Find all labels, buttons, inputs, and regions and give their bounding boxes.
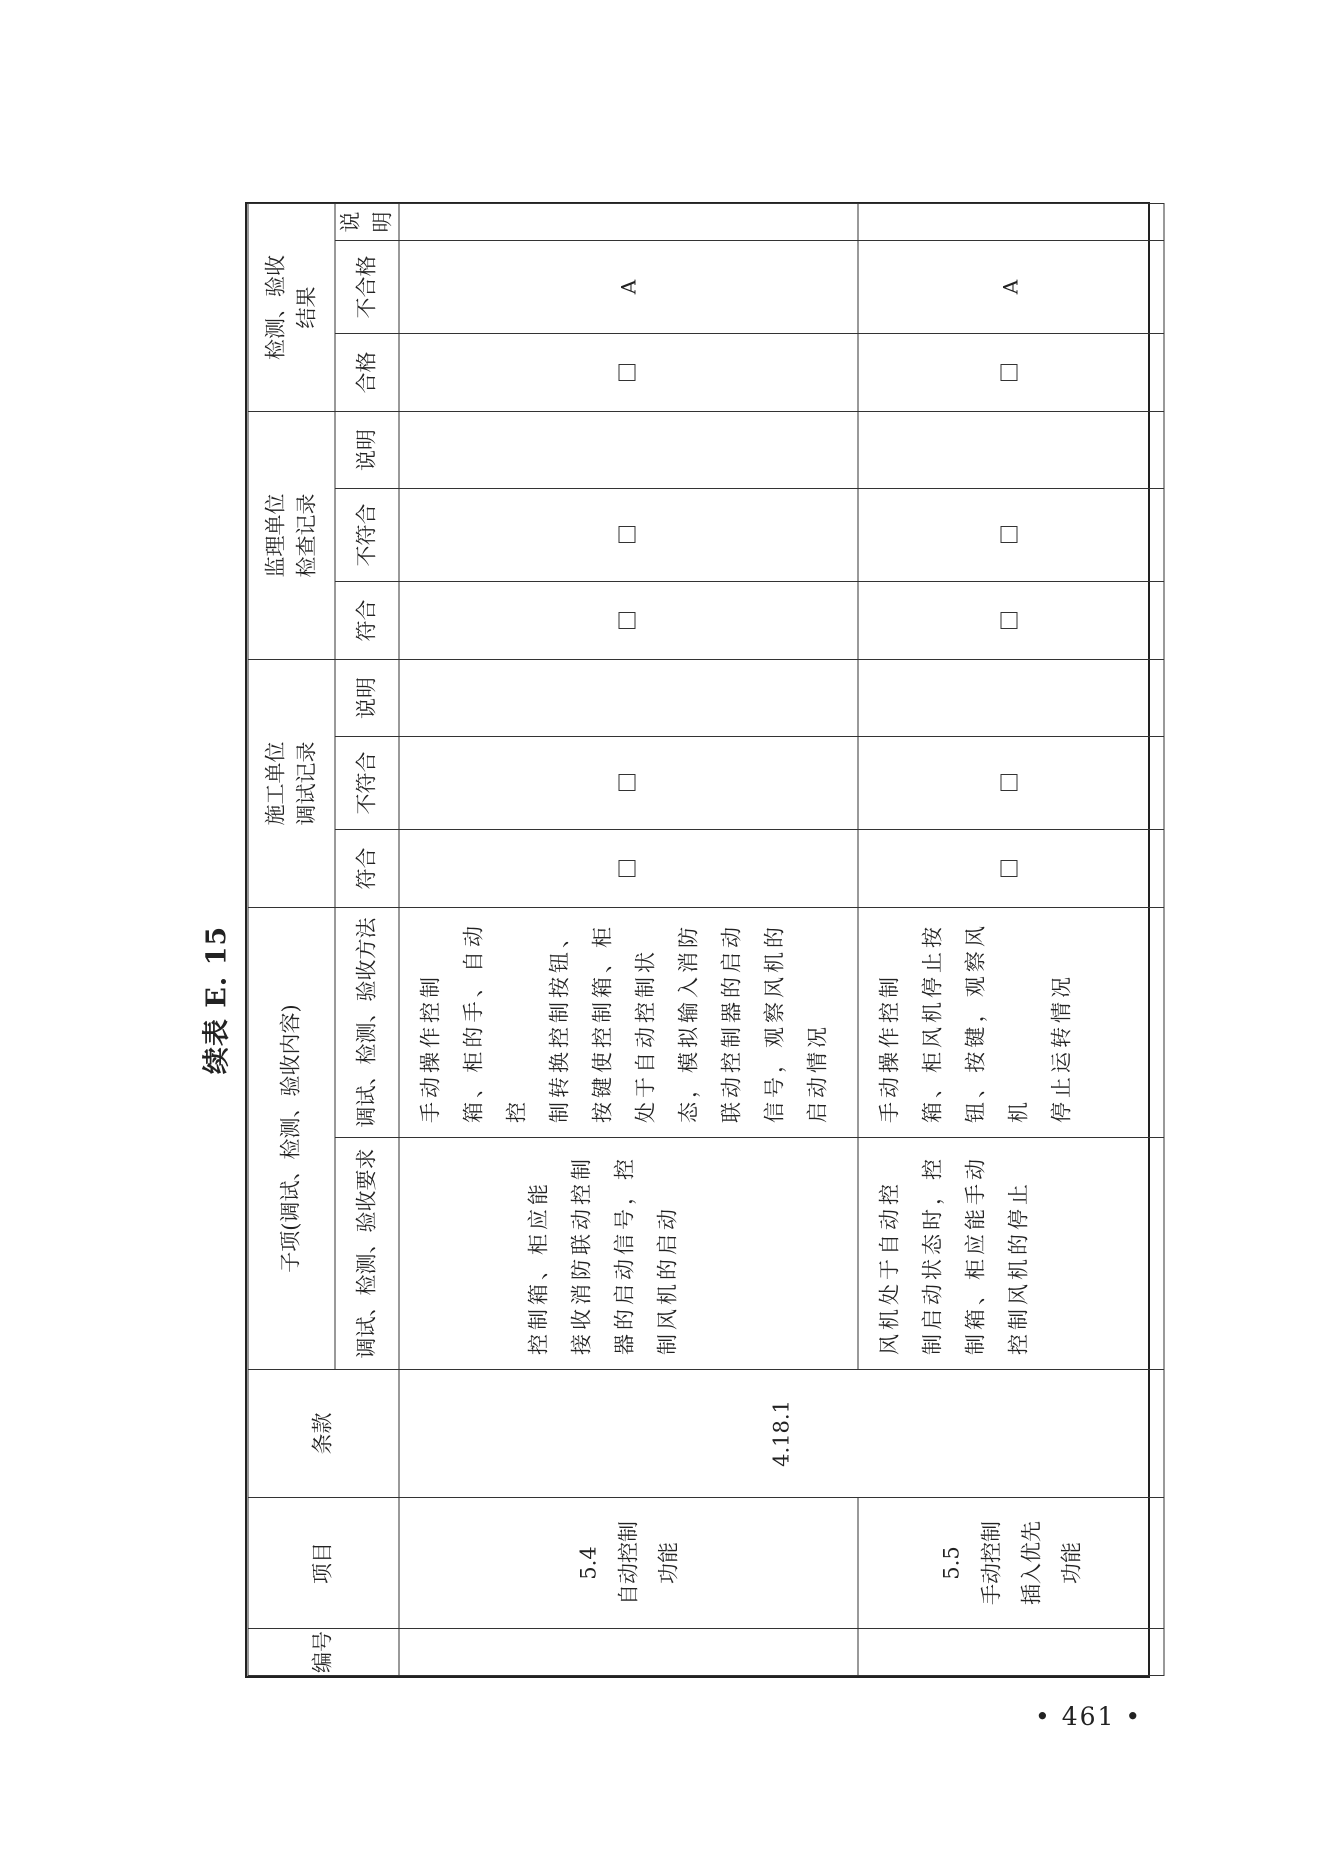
text-line: 态，模拟输入消防 — [676, 923, 700, 1123]
supervision-conform-cell — [399, 581, 858, 659]
unqualified-mark: A — [615, 279, 640, 295]
text-line: 信号，观察风机的 — [762, 923, 786, 1123]
text-line: 启动情况 — [805, 1023, 829, 1123]
row-method — [399, 907, 858, 1137]
checkbox-supervision-conform[interactable] — [1000, 612, 1017, 629]
text-line: 手动操作控制 — [418, 973, 442, 1123]
header-number: 编号 — [248, 1629, 399, 1676]
page-number: • 461 • — [1035, 1702, 1143, 1731]
text-line: 制转换控制按钮、 — [547, 923, 571, 1123]
checkbox-construction-nonconform[interactable] — [1000, 774, 1017, 791]
checkbox-supervision-nonconform[interactable] — [618, 526, 635, 543]
checkbox-construction-nonconform[interactable] — [618, 774, 635, 791]
text-line: 钮、按键，观察风机 — [963, 921, 1030, 1123]
rotated-table-wrapper — [247, 204, 1148, 1676]
text-line: 器的启动信号，控 — [612, 1155, 636, 1355]
header-item: 项目 — [248, 1498, 399, 1629]
construction-conform-cell — [858, 829, 1164, 907]
construction-nonconform-cell — [858, 736, 1164, 829]
result-unqualified-cell — [858, 240, 1164, 333]
row-number — [399, 1629, 858, 1676]
checkbox-supervision-nonconform[interactable] — [1000, 526, 1017, 543]
text-line: 接收消防联动控制 — [569, 1155, 593, 1355]
construction-conform-cell — [399, 829, 858, 907]
table-title: 续表 E. 15 — [201, 925, 233, 1075]
construction-note-cell — [399, 659, 858, 736]
result-qualified-cell — [399, 333, 858, 411]
table-row — [399, 203, 858, 1675]
result-note-cell — [858, 203, 1164, 240]
header-subitem: 子项(调试、检测、验收内容) — [248, 907, 335, 1369]
inspection-table — [247, 203, 1164, 1676]
text-line: 联动控制器的启动 — [719, 923, 743, 1123]
row-number — [858, 1629, 1164, 1676]
header-result-qualified: 合格 — [335, 333, 399, 411]
row-requirements — [858, 1138, 1164, 1370]
checkbox-construction-conform[interactable] — [618, 860, 635, 877]
header-supervision-note: 说明 — [335, 411, 399, 488]
checkbox-result-qualified[interactable] — [618, 364, 635, 381]
checkbox-supervision-conform[interactable] — [618, 612, 635, 629]
row-method — [858, 907, 1164, 1137]
header-construction-nonconform: 不符合 — [335, 736, 399, 829]
supervision-nonconform-cell — [399, 488, 858, 581]
header-method: 调试、检测、验收方法 — [335, 907, 399, 1137]
result-qualified-cell — [858, 333, 1164, 411]
text-line: 箱、柜风机停止按 — [920, 923, 944, 1123]
construction-nonconform-cell — [399, 736, 858, 829]
supervision-note-cell — [858, 411, 1164, 488]
text-line: 制风机的启动 — [655, 1205, 679, 1355]
row-item: 5.4 自动控制 功能 — [399, 1498, 858, 1629]
text-line: 控制箱、柜应能 — [526, 1180, 550, 1355]
header-requirements: 调试、检测、验收要求 — [335, 1138, 399, 1370]
supervision-note-cell — [399, 411, 858, 488]
text-line: 箱、柜的手、自动控 — [461, 921, 528, 1123]
table-frame — [245, 202, 1150, 1678]
row-item: 5.5 手动控制 插入优先 功能 — [858, 1498, 1164, 1629]
header-supervision-conform: 符合 — [335, 581, 399, 659]
header-construction-note: 说明 — [335, 659, 399, 736]
header-result-unqualified: 不合格 — [335, 240, 399, 333]
row-clause: 4.18.1 — [399, 1370, 1164, 1498]
header-result-note: 说明 — [335, 203, 399, 240]
text-line: 按键使控制箱、柜 — [590, 923, 614, 1123]
text-line: 手动操作控制 — [877, 973, 901, 1123]
text-line: 控制风机的停止 — [1006, 1180, 1030, 1355]
unqualified-mark: A — [998, 279, 1023, 295]
checkbox-construction-conform[interactable] — [1000, 860, 1017, 877]
text-line: 风机处于自动控 — [877, 1180, 901, 1355]
supervision-nonconform-cell — [858, 488, 1164, 581]
row-requirements — [399, 1138, 858, 1370]
text-line: 制箱、柜应能手动 — [963, 1155, 987, 1355]
result-unqualified-cell — [399, 240, 858, 333]
header-supervision-nonconform: 不符合 — [335, 488, 399, 581]
text-line: 停止运转情况 — [1049, 973, 1073, 1123]
header-construction-record: 施工单位 调试记录 — [248, 659, 335, 907]
text-line: 制启动状态时，控 — [920, 1155, 944, 1355]
header-result: 检测、验收 结果 — [248, 203, 335, 411]
result-note-cell — [399, 203, 858, 240]
header-supervision-record: 监理单位 检查记录 — [248, 411, 335, 659]
text-line: 处于自动控制状 — [633, 948, 657, 1123]
checkbox-result-qualified[interactable] — [1000, 364, 1017, 381]
header-construction-conform: 符合 — [335, 829, 399, 907]
header-clause: 条款 — [248, 1370, 399, 1498]
supervision-conform-cell — [858, 581, 1164, 659]
construction-note-cell — [858, 659, 1164, 736]
